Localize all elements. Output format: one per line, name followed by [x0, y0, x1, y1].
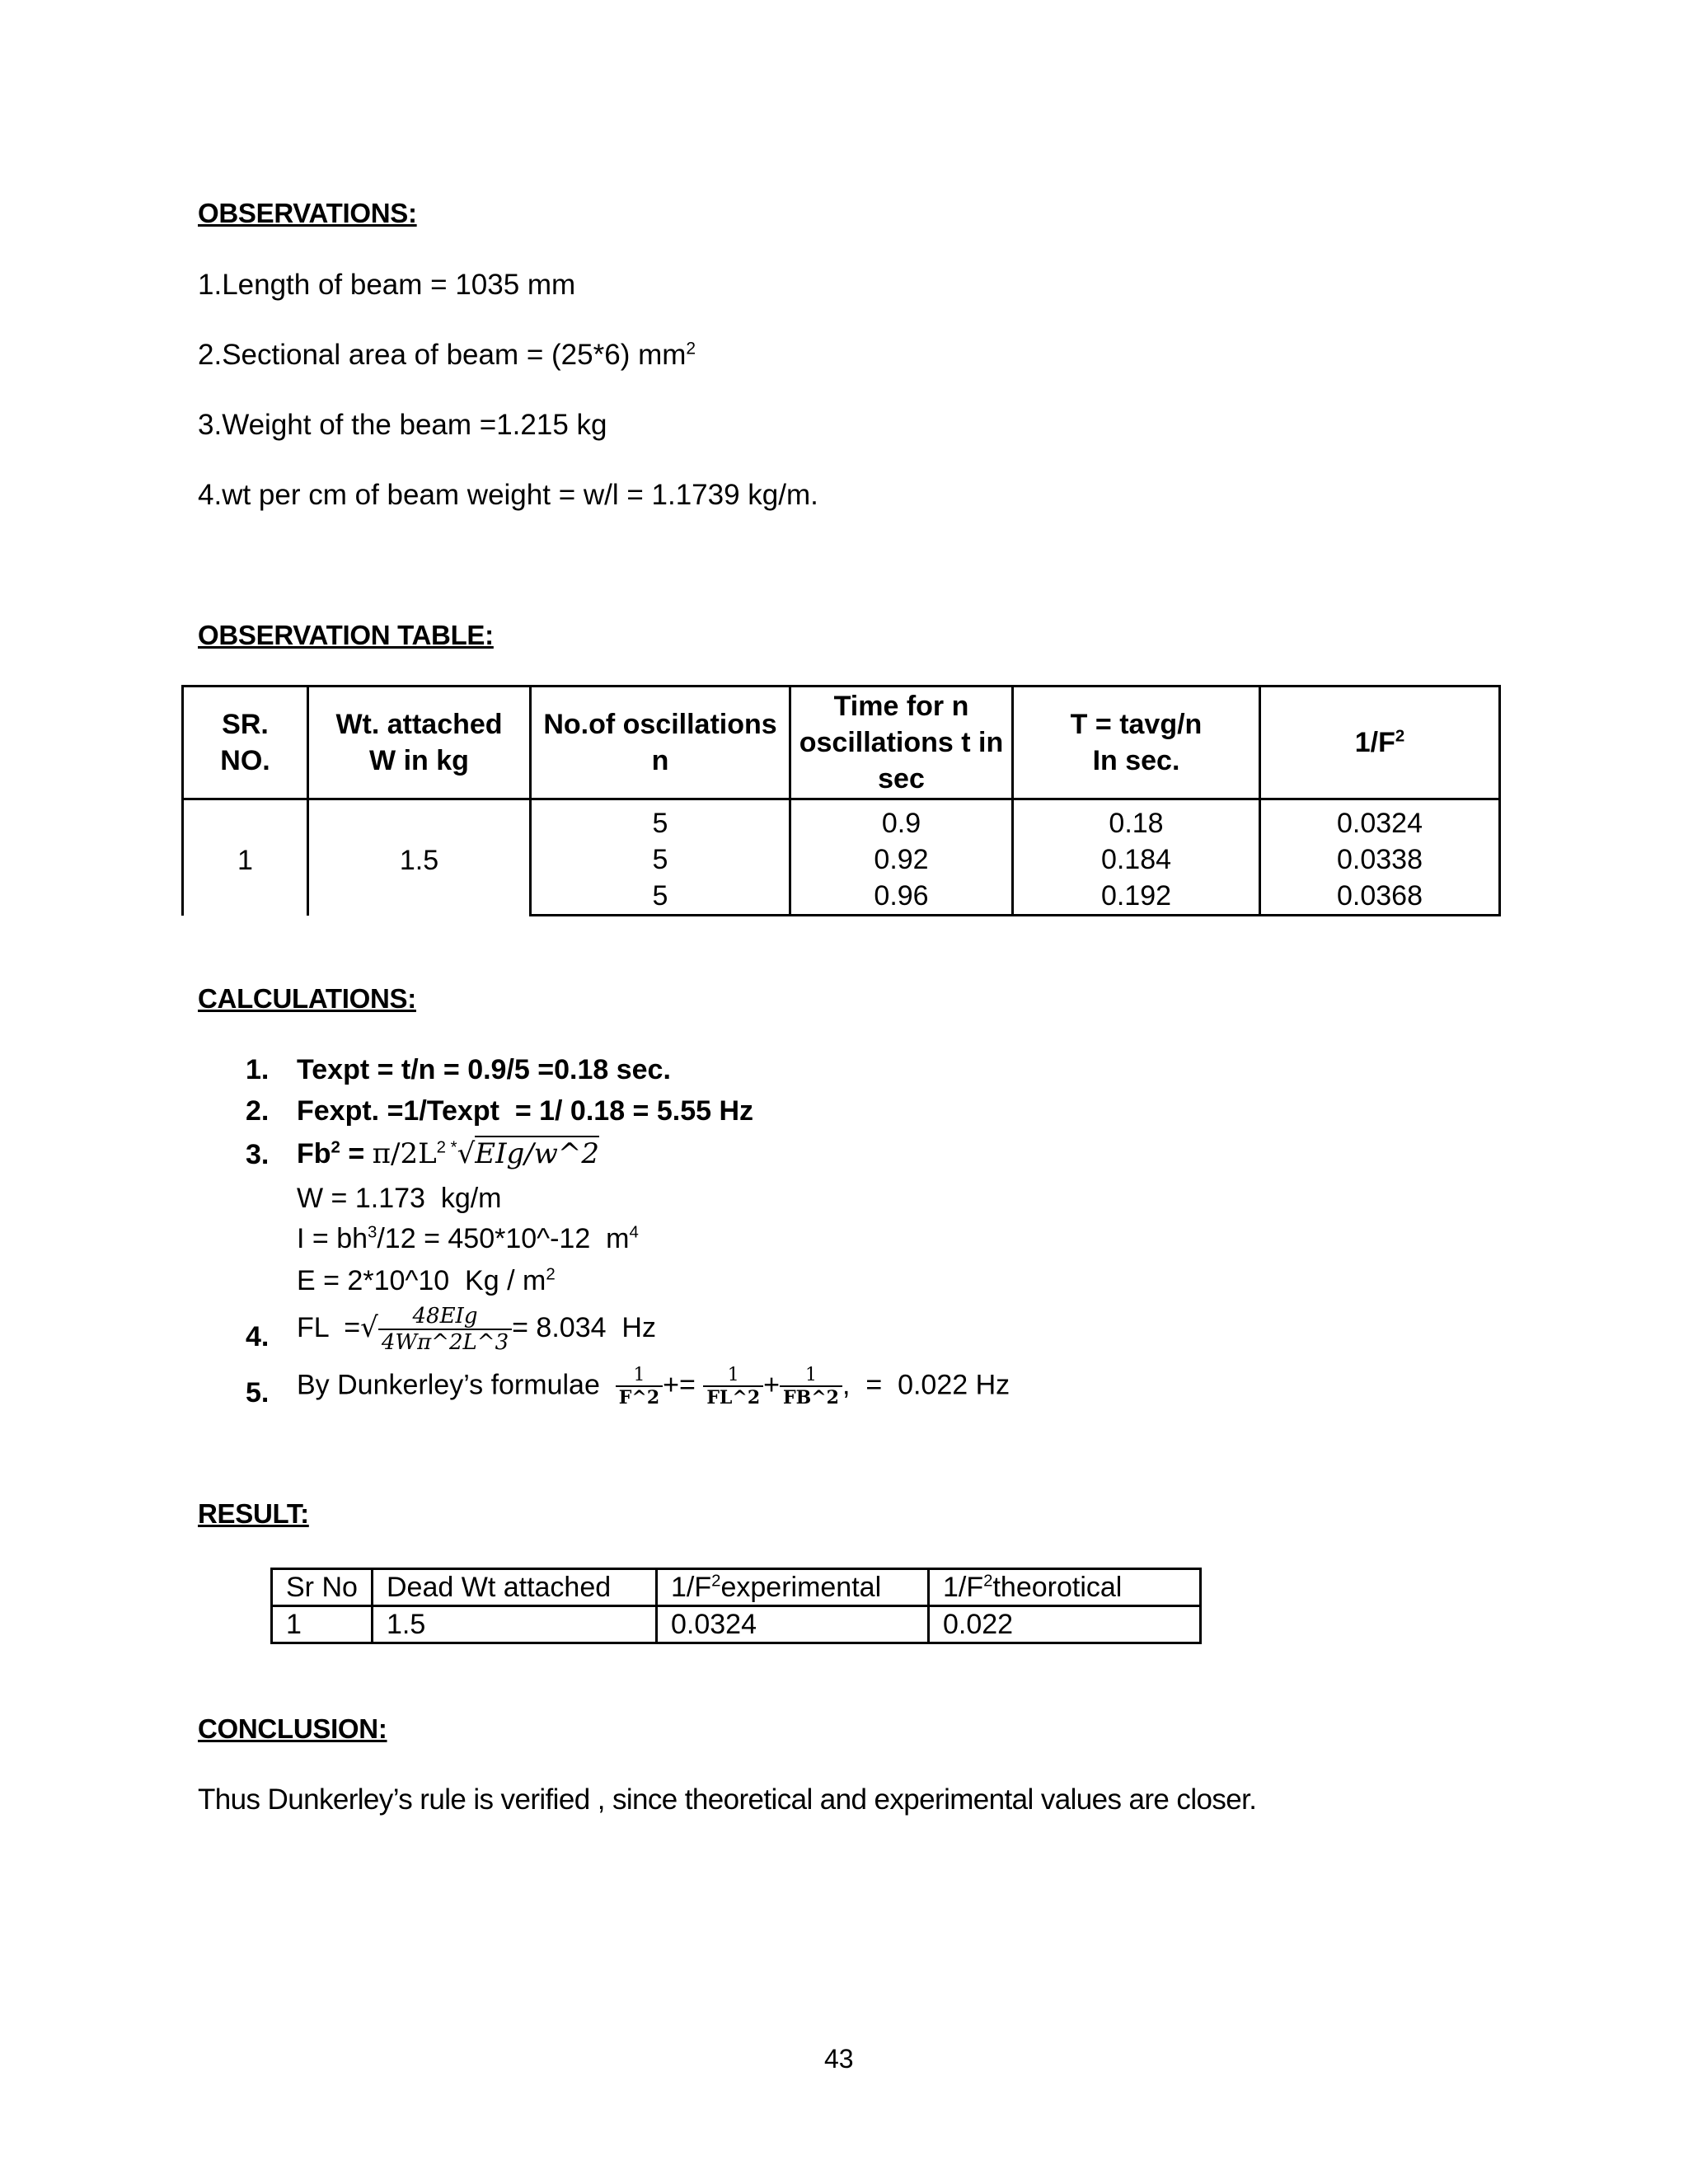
header-wt-attached: Wt. attached W in kg — [308, 687, 531, 799]
result-cell-dead-wt: 1.5 — [373, 1606, 657, 1643]
calc-e: E = 2*10^10 Kg / $m^2$ — [297, 1265, 556, 1296]
result-cell-experimental: 0.0324 — [657, 1606, 929, 1643]
result-heading: RESULT: — [198, 1498, 309, 1529]
cell-n: 5 — [531, 799, 790, 842]
observation-table — [181, 685, 1501, 916]
result-header-row — [272, 1569, 1201, 1606]
cell-weight: 1.5 — [308, 799, 531, 916]
observations-heading: OBSERVATIONS: — [198, 198, 417, 228]
calc-texpt: Texpt = t/n = 0.9/5 =0.18 sec. — [297, 1054, 671, 1085]
cell-t: 0.9 — [790, 799, 1013, 842]
calc-w: W = 1.173 kg/m — [297, 1183, 502, 1214]
header-inv-f2: $1/F^2$ — [1260, 687, 1500, 799]
page-number: 43 — [824, 2044, 854, 2074]
calc-fb2: $Fb^2$ = $\pi/2L^{2 *}√EIg/w\^{}2$ — [297, 1137, 599, 1170]
header-time: Time for n oscillations t in sec — [790, 687, 1013, 799]
result-header-theoretical: $1/F^2theorotical$ — [929, 1569, 1201, 1606]
calc-number-5: 5. — [246, 1377, 270, 1408]
observation-weight: 3.Weight of the beam =1.215 kg — [198, 409, 607, 441]
cell-inv-f2: 0.0338 — [1260, 841, 1500, 878]
result-header-sr-no: Sr No — [272, 1569, 373, 1606]
result-cell-sr-no: 1 — [272, 1606, 373, 1643]
calc-fexpt: Fexpt. =1/Texpt = 1/ 0.18 = 5.55 Hz — [297, 1095, 754, 1127]
table-header-row — [183, 687, 1500, 799]
cell-period: 0.192 — [1013, 878, 1260, 916]
result-header-dead-wt: Dead Wt attached — [373, 1569, 657, 1606]
result-table — [270, 1568, 1202, 1644]
conclusion-text: Thus Dunkerley’s rule is verified , since theoretical and experimental values are closer. — [198, 1783, 1257, 1816]
cell-period: 0.18 — [1013, 799, 1260, 842]
cell-n: 5 — [531, 841, 790, 878]
calc-number-2: 2. — [246, 1095, 270, 1127]
cell-inv-f2: 0.0324 — [1260, 799, 1500, 842]
result-header-experimental: $1/F^2experimental$ — [657, 1569, 929, 1606]
calc-number-3: 3. — [246, 1139, 270, 1170]
calc-fl: FL =√ $\frac{\text{48EIg}}{4W\pi\^{}2L\^{}3}$ = 8.034 Hz — [297, 1304, 656, 1355]
observation-area: 2.Sectional area of beam = (25*6) $mm^2$ — [198, 339, 696, 371]
table-row — [272, 1606, 1201, 1643]
cell-sr-no: 1 — [183, 799, 308, 916]
header-period: T = tavg/n In sec. — [1013, 687, 1260, 799]
result-cell-theoretical: 0.022 — [929, 1606, 1201, 1643]
observation-wt-per-cm: 4.wt per cm of beam weight = w/l = 1.1739 kg/m. — [198, 479, 818, 511]
header-sr-no: SR. NO. — [183, 687, 308, 799]
calc-number-1: 1. — [246, 1054, 270, 1085]
calc-dunkerley: By Dunkerley’s formulae $\frac{1}{F\^{}2}$ += $\frac{1}{FL\^{}2}$ + $\frac{1}{FB\^{}2}$ , = 0.022 Hz — [297, 1365, 1010, 1408]
calc-i: $I = bh^3/12$ = 450*10^-12 $m^4$ — [297, 1223, 639, 1254]
calculations-heading: CALCULATIONS: — [198, 983, 416, 1014]
calc-number-4: 4. — [246, 1321, 270, 1352]
header-no-oscillations: No.of oscillations n — [531, 687, 790, 799]
cell-t: 0.92 — [790, 841, 1013, 878]
conclusion-heading: CONCLUSION: — [198, 1713, 387, 1744]
cell-period: 0.184 — [1013, 841, 1260, 878]
cell-t: 0.96 — [790, 878, 1013, 916]
observation-table-heading: OBSERVATION TABLE: — [198, 620, 494, 650]
observation-length: 1.Length of beam = 1035 mm — [198, 269, 576, 301]
cell-inv-f2: 0.0368 — [1260, 878, 1500, 916]
table-row — [183, 799, 1500, 842]
cell-n: 5 — [531, 878, 790, 916]
